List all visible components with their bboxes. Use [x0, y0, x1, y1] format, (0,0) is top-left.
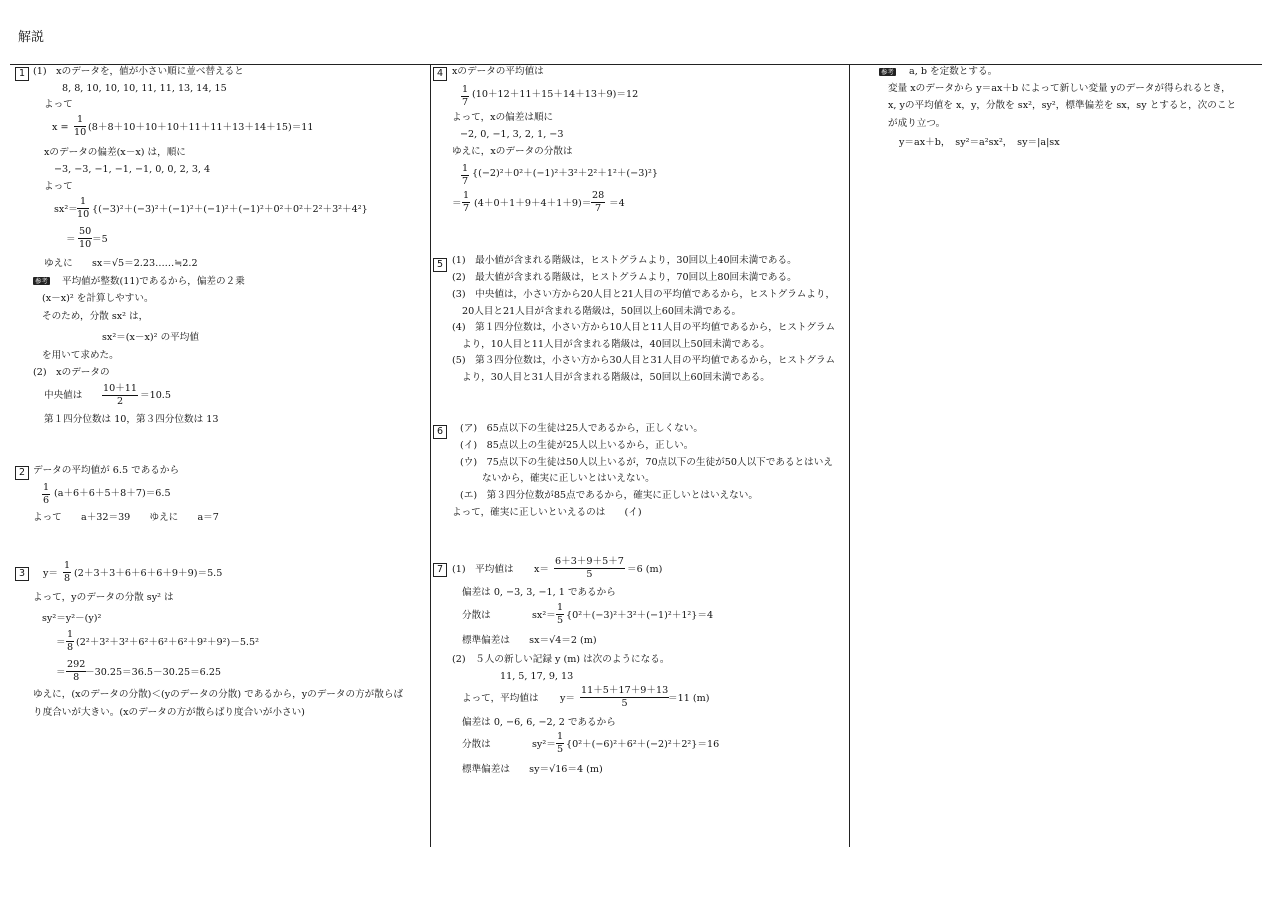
ref-math: y＝ax＋b， sy²＝a²sx²， sy＝|a|sx: [899, 137, 1060, 148]
p3-math: (2＋3＋3＋6＋6＋6＋9＋9)＝5.5: [74, 568, 223, 579]
p1-text: よって: [44, 181, 73, 192]
problem-7-number: 7: [433, 563, 447, 577]
p1-text: ゆえに sx＝√5＝2.23……≒2.2: [44, 258, 198, 269]
p7-text: (2) ５人の新しい記録 y (m) は次のようになる。: [452, 654, 670, 665]
p1-math: {(−3)²＋(−3)²＋(−1)²＋(−1)²＋(−1)²＋0²＋0²＋2²＋3²＋4²}: [92, 204, 368, 215]
reference-badge: 参考: [881, 68, 894, 76]
p7-text: 標準偏差は sy＝√16＝4 (m): [462, 764, 603, 775]
p2-text: データの平均値が 6.5 であるから: [33, 465, 180, 476]
p4-math: ＝: [452, 198, 462, 209]
p5-text: (5) 第３四分位数は，小さい方から30人目と31人目の平均値であるから，ヒストグラム: [452, 355, 836, 366]
fraction: $\frac{28}{7}$: [592, 190, 605, 214]
p4-text: xのデータの平均値は: [452, 66, 544, 77]
p4-text: よって，xの偏差は順に: [452, 112, 554, 123]
p7-text: よって，平均値は: [462, 693, 539, 704]
ref-text: a, b を定数とする。: [909, 66, 998, 77]
fraction: $\frac{1}{7}$: [462, 163, 469, 187]
p1-text: −3, −3, −1, −1, −1, 0, 0, 2, 3, 4: [54, 164, 211, 175]
problem-4-number: 4: [433, 67, 447, 81]
p4-math: (10＋12＋11＋15＋14＋13＋9)＝12: [472, 89, 639, 100]
p7-text: 分散は: [462, 610, 491, 621]
p7-math: {0²＋(−3)²＋3²＋(−1)²＋1²}＝4: [566, 610, 714, 621]
p6-text: ないから，確実に正しいとはいえない。: [482, 473, 655, 484]
p7-text: 標準偏差は sx＝√4＝2 (m): [462, 635, 597, 646]
p5-text: より，10人目と11人目が含まれる階級は，40回以上50回未満である。: [462, 339, 770, 350]
p5-text: (4) 第１四分位数は，小さい方から10人目と11人目の平均値であるから，ヒストグラム: [452, 322, 836, 333]
p1-math: ＝: [66, 234, 76, 245]
p7-math: sy²＝: [532, 739, 556, 750]
ref-text: 変量 xのデータから y＝ax＋b によって新しい変量 yのデータが得られるとき，: [888, 83, 1231, 94]
reference-badge: 参考: [35, 277, 48, 285]
column-divider-2: [849, 65, 850, 847]
p5-text: (1) 最小値が含まれる階級は，ヒストグラムより，30回以上40回未満である。: [452, 255, 797, 266]
p3-math: ＝: [56, 667, 66, 678]
p4-math: (4＋0＋1＋9＋4＋1＋9)＝: [474, 198, 592, 209]
fraction: $\frac{1}{8}$: [67, 629, 74, 653]
p2-text: よって a＋32＝39 ゆえに a＝7: [33, 512, 219, 523]
p1-text: 平均値が整数(11)であるから，偏差の２乗: [62, 276, 245, 287]
p5-text: (3) 中央値は，小さい方から20人目と21人目の平均値であるから，ヒストグラムより，: [452, 289, 836, 300]
p1-text: 中央値は: [44, 390, 83, 401]
ref-text: が成り立つ。: [888, 118, 946, 129]
p5-text: より，30人目と31人目が含まれる階級は，50回以上60回未満である。: [462, 372, 770, 383]
fraction: $\frac{292}{8}$: [67, 659, 86, 683]
p5-text: 20人目と21人目が含まれる階級は，50回以上60回未満である。: [462, 306, 742, 317]
p7-math: ＝11 (m): [668, 693, 710, 704]
p4-math: {(−2)²＋0²＋(−1)²＋3²＋2²＋1²＋(−3)²}: [472, 168, 658, 179]
header-divider: [10, 64, 1262, 65]
fraction: $\frac{10+11}{2}$: [103, 383, 138, 407]
p7-text: 偏差は 0, −6, 6, −2, 2 であるから: [462, 717, 616, 728]
p1-math: ＝5: [92, 234, 108, 245]
problem-5-number: 5: [433, 258, 447, 272]
problem-6-number: 6: [433, 425, 447, 439]
problem-2-number: 2: [15, 466, 29, 480]
p2-math: (a＋6＋6＋5＋8＋7)＝6.5: [54, 488, 171, 499]
p5-text: (2) 最大値が含まれる階級は，ヒストグラムより，70回以上80回未満である。: [452, 272, 797, 283]
p3-math: sy²＝y²－(y)²: [42, 613, 102, 624]
ref-text: x, yの平均値を x，y，分散を sx²，sy²，標準偏差を sx，sy とすると，次のこと: [888, 100, 1237, 111]
p7-text: 11, 5, 17, 9, 13: [500, 671, 574, 682]
fraction: $\frac{50}{10}$: [79, 226, 92, 250]
p6-text: (イ) 85点以上の生徒が25人以上いるから，正しい。: [460, 440, 694, 451]
fraction: $\frac{1}{10}$: [77, 196, 90, 220]
p4-text: ゆえに，xのデータの分散は: [452, 146, 573, 157]
p1-text: (x－x)² を計算しやすい。: [42, 293, 154, 304]
fraction: $\frac{1}{8}$: [64, 560, 71, 584]
p7-text: 偏差は 0, −3, 3, −1, 1 であるから: [462, 587, 616, 598]
p1-math: x =: [52, 122, 69, 133]
fraction: $\frac{1}{6}$: [43, 482, 50, 506]
p3-text: り度合いが大きい。(xのデータの方が散らばり度合いが小さい): [33, 707, 305, 718]
p4-math: ＝4: [609, 198, 625, 209]
p1-text: 8, 8, 10, 10, 10, 11, 11, 13, 14, 15: [62, 83, 227, 94]
fraction: $\frac{6+3+9+5+7}{5}$: [555, 556, 624, 580]
p3-math: －30.25＝36.5－30.25＝6.25: [85, 667, 222, 678]
p6-text: (ア) 65点以下の生徒は25人であるから，正しくない。: [460, 423, 703, 434]
p1-text: (2) xのデータの: [33, 367, 110, 378]
column-divider-1: [430, 65, 431, 847]
p7-text: 分散は: [462, 739, 491, 750]
p7-math: y＝: [560, 693, 576, 704]
p4-text: −2, 0, −1, 3, 2, 1, −3: [460, 129, 564, 140]
p3-math: ＝: [56, 637, 66, 648]
p7-math: ＝6 (m): [627, 564, 663, 575]
p1-math: (8＋8＋10＋10＋10＋11＋11＋13＋14＋15)＝11: [88, 122, 314, 133]
p1-math: sx²＝(x－x)² の平均値: [102, 332, 199, 343]
p1-math: sx²＝: [54, 204, 78, 215]
p1-text: そのため，分散 sx² は，: [42, 311, 149, 322]
p3-text: ゆえに，(xのデータの分散)＜(yのデータの分散) であるから，yのデータの方が散らば: [33, 689, 404, 700]
p7-math: {0²＋(−6)²＋6²＋(−2)²＋2²}＝16: [566, 739, 720, 750]
p6-text: (ウ) 75点以下の生徒は50人以上いるが，70点以下の生徒が50人以下であるとはいえ: [460, 457, 833, 468]
problem-1-number: 1: [15, 67, 29, 81]
fraction: $\frac{1}{10}$: [74, 114, 87, 138]
p1-text: よって: [44, 99, 73, 110]
p1-text: を用いて求めた。: [42, 350, 119, 361]
p7-text: (1) 平均値は: [452, 564, 514, 575]
p3-math: y＝: [43, 568, 59, 579]
fraction: $\frac{1}{5}$: [557, 731, 564, 755]
p3-text: よって，yのデータの分散 sy² は: [33, 592, 174, 603]
fraction: $\frac{1}{7}$: [462, 84, 469, 108]
fraction: $\frac{1}{5}$: [557, 602, 564, 626]
p7-math: sx²＝: [532, 610, 556, 621]
p1-text: (1) xのデータを，値が小さい順に並べ替えると: [33, 66, 244, 77]
page-title: 解説: [18, 30, 45, 45]
fraction: $\frac{1}{7}$: [463, 190, 470, 214]
p7-math: x＝: [534, 564, 550, 575]
p1-text: xのデータの偏差(x－x) は，順に: [44, 147, 186, 158]
p6-text: よって，確実に正しいといえるのは (イ): [452, 507, 642, 518]
p1-math: ＝10.5: [140, 390, 171, 401]
p3-math: (2²＋3²＋3²＋6²＋6²＋6²＋9²＋9²)－5.5²: [76, 637, 259, 648]
problem-3-number: 3: [15, 567, 29, 581]
p6-text: (エ) 第３四分位数が85点であるから，確実に正しいとはいえない。: [460, 490, 758, 501]
p1-text: 第１四分位数は 10，第３四分位数は 13: [44, 414, 219, 425]
fraction: $\frac{11+5+17+9+13}{5}$: [581, 685, 669, 709]
